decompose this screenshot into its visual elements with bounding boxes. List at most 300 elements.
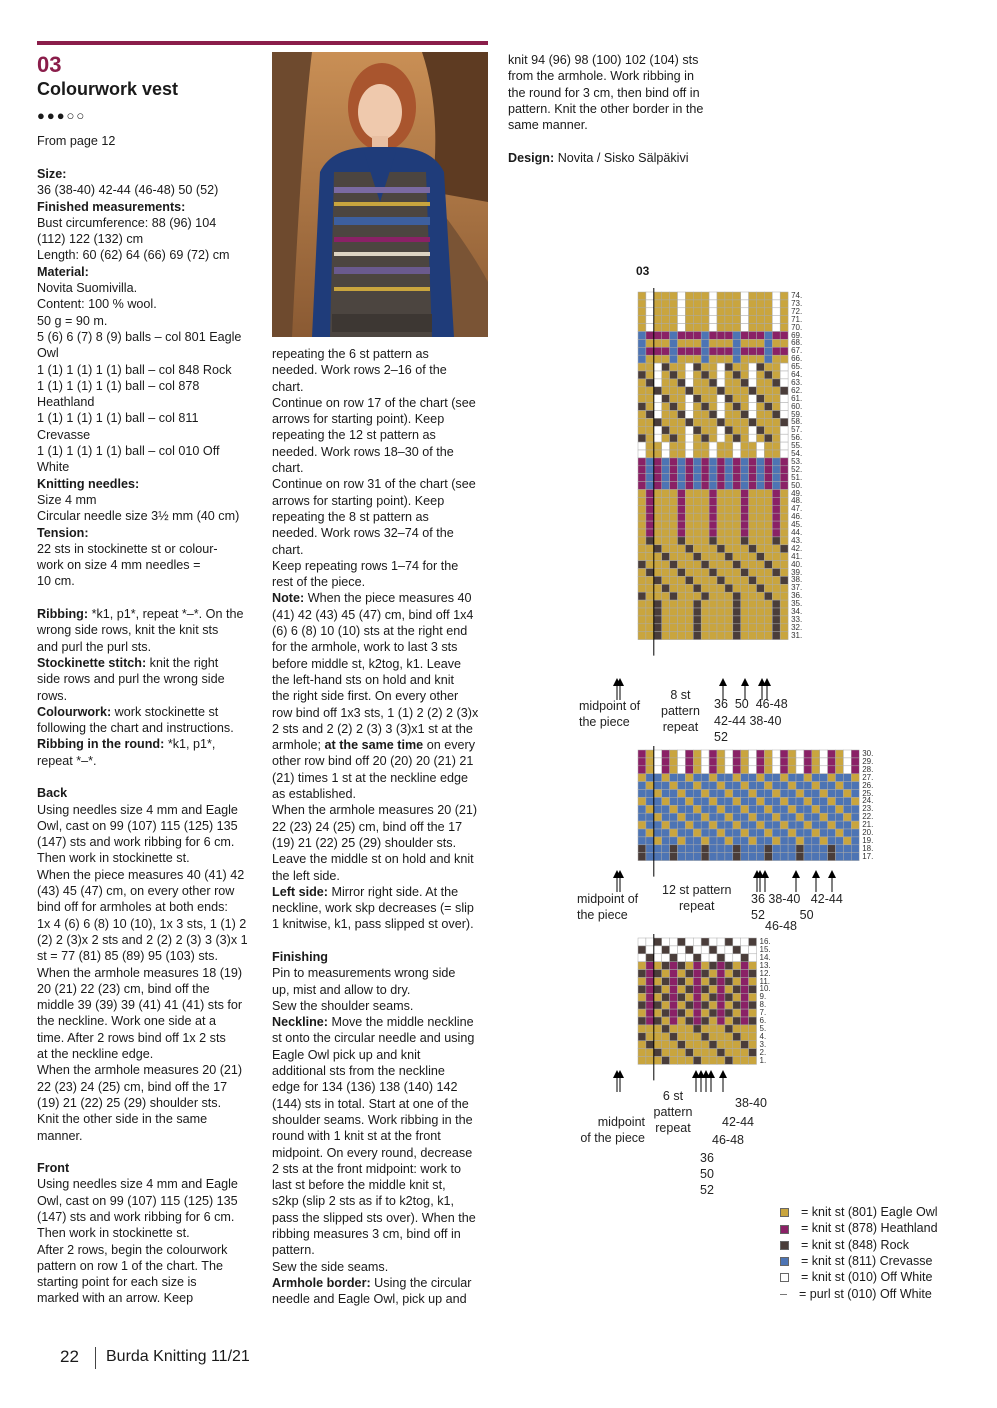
chart-cell	[733, 1025, 741, 1033]
chart-cell	[749, 403, 757, 411]
chart-cell	[725, 774, 733, 782]
text-line: 5 (6) 6 (7) 8 (9) balls – col 801 Eagle	[37, 329, 242, 344]
chart-cell	[646, 363, 654, 371]
chart-cell	[685, 608, 693, 616]
chart-cell	[685, 466, 693, 474]
text-line: chart.	[272, 461, 304, 476]
chart-cell	[662, 339, 670, 347]
chart-cell	[670, 938, 678, 946]
chart-cell	[638, 993, 646, 1001]
chart-cell	[654, 774, 662, 782]
chart-cell	[670, 1057, 678, 1065]
chart-cell	[654, 1009, 662, 1017]
chart-cell	[780, 442, 788, 450]
chart-cell	[646, 938, 654, 946]
chart-cell	[678, 797, 686, 805]
chart-cell	[733, 569, 741, 577]
chart-cell	[701, 1009, 709, 1017]
chart-cell	[725, 600, 733, 608]
chart-cell	[757, 379, 765, 387]
chart-cell	[638, 766, 646, 774]
chart-cell	[685, 569, 693, 577]
chart-cell	[693, 316, 701, 324]
chart-row-number: 38.	[791, 575, 803, 585]
chart-cell	[717, 608, 725, 616]
chart-cell	[638, 474, 646, 482]
chart-cell	[646, 853, 654, 861]
chart-cell	[741, 790, 749, 798]
chart-cell	[780, 363, 788, 371]
chart-cell	[733, 442, 741, 450]
chart-cell	[757, 371, 765, 379]
chart-cell	[749, 1041, 757, 1049]
chart-cell	[670, 513, 678, 521]
chart-cell	[717, 853, 725, 861]
chart-cell	[678, 363, 686, 371]
chart-cell	[701, 434, 709, 442]
chart-cell	[741, 750, 749, 758]
chart-cell	[717, 954, 725, 962]
chart-cell	[733, 379, 741, 387]
chart-cell	[709, 1057, 717, 1065]
chart-cell	[693, 962, 701, 970]
chart-cell	[725, 403, 733, 411]
chart-cell	[733, 1049, 741, 1057]
chart-cell	[654, 962, 662, 970]
chart-cell	[638, 624, 646, 632]
text-line: Size 4 mm	[37, 492, 97, 507]
chart-cell	[701, 513, 709, 521]
chart-cell	[764, 426, 772, 434]
text-line	[37, 590, 262, 606]
chart-cell	[693, 537, 701, 545]
chart-cell	[780, 608, 788, 616]
chart-cell	[725, 324, 733, 332]
chart-cell	[662, 490, 670, 498]
chart-cell	[670, 403, 678, 411]
chart-cell	[749, 434, 757, 442]
chart-cell	[701, 395, 709, 403]
chart-cell	[654, 1017, 662, 1025]
chart-cell	[764, 371, 772, 379]
text-line: 50 g = 90 m.	[37, 313, 108, 328]
chart-cell	[638, 954, 646, 962]
chart-cell	[685, 324, 693, 332]
chart-cell	[709, 993, 717, 1001]
chart-cell	[741, 805, 749, 813]
chart-cell	[796, 782, 804, 790]
chart-cell	[780, 600, 788, 608]
text-line: (21) times 1 st at the neckline edge	[272, 770, 469, 785]
chart-cell	[685, 418, 693, 426]
chart-row-number: 61.	[791, 393, 803, 403]
chart-cell	[749, 845, 757, 853]
chart-cell	[780, 411, 788, 419]
chart-cell	[701, 379, 709, 387]
chart-cell	[725, 537, 733, 545]
chart-cell	[772, 782, 780, 790]
text-line: Circular needle size 3½ mm (40 cm)	[37, 509, 240, 524]
chart-cell	[764, 521, 772, 529]
chart-cell	[662, 513, 670, 521]
chart-cell	[843, 766, 851, 774]
chart-cell	[685, 411, 693, 419]
chart-cell	[780, 813, 788, 821]
text-column-1	[37, 166, 262, 1307]
chart-cell	[638, 1057, 646, 1065]
chart-cell	[780, 371, 788, 379]
chart-cell	[701, 411, 709, 419]
chart-cell	[709, 813, 717, 821]
text-line: Sew the shoulder seams.	[272, 998, 414, 1013]
chart-cell	[701, 584, 709, 592]
chart-cell	[804, 774, 812, 782]
chart-cell	[717, 758, 725, 766]
chart-cell	[646, 1025, 654, 1033]
chart-cell	[836, 813, 844, 821]
chart-cell	[693, 1017, 701, 1025]
chart-cell	[654, 569, 662, 577]
text-line: bind off for armholes at both ends:	[37, 900, 228, 915]
chart-cell	[820, 805, 828, 813]
chart-row-number: 37.	[791, 583, 803, 593]
text-line: following the chart and instructions.	[37, 721, 234, 736]
chart-cell	[725, 529, 733, 537]
chart-cell	[780, 766, 788, 774]
chart-cell	[654, 1033, 662, 1041]
chart-cell	[662, 985, 670, 993]
chart-cell	[638, 774, 646, 782]
bot-sizes-d: 36 50 52	[700, 1151, 714, 1197]
chart-cell	[804, 845, 812, 853]
chart-cell	[757, 774, 765, 782]
chart-cell	[670, 790, 678, 798]
chart-cell	[670, 418, 678, 426]
chart-cell	[670, 292, 678, 300]
chart-cell	[843, 805, 851, 813]
chart-cell	[725, 805, 733, 813]
chart-cell	[678, 985, 686, 993]
chart-cell	[780, 316, 788, 324]
chart-cell	[662, 790, 670, 798]
chart-cell	[741, 482, 749, 490]
chart-cell	[685, 355, 693, 363]
chart-cell	[820, 829, 828, 837]
text-line: (6) 6 (8) 10 (10) sts at the right end	[272, 624, 468, 639]
chart-cell	[638, 1049, 646, 1057]
chart-cell	[693, 355, 701, 363]
text-line: Neckline: Move the middle neckline	[272, 1015, 474, 1030]
chart-cell	[764, 442, 772, 450]
chart-cell	[654, 821, 662, 829]
chart-cell	[638, 797, 646, 805]
chart-cell	[709, 624, 717, 632]
chart-row-number: 42.	[791, 543, 803, 553]
chart-cell	[820, 774, 828, 782]
chart-cell	[717, 584, 725, 592]
chart-cell	[678, 497, 686, 505]
chart-cell	[670, 1033, 678, 1041]
chart-cell	[780, 821, 788, 829]
chart-cell	[638, 600, 646, 608]
chart-cell	[701, 490, 709, 498]
text-line: After 2 rows, begin the colourwork	[37, 1242, 228, 1257]
chart-cell	[701, 1017, 709, 1025]
chart-cell	[662, 450, 670, 458]
chart-cell	[772, 766, 780, 774]
text-line: 20 (21) 22 (23) cm, bind off the	[37, 981, 210, 996]
chart-cell	[670, 805, 678, 813]
chart-cell	[685, 978, 693, 986]
chart-cell	[780, 434, 788, 442]
chart-cell	[764, 829, 772, 837]
chart-cell	[638, 347, 646, 355]
chart-cell	[709, 829, 717, 837]
chart-cell	[693, 545, 701, 553]
chart-cell	[678, 537, 686, 545]
chart-cell	[701, 978, 709, 986]
chart-cell	[812, 774, 820, 782]
chart-cell	[733, 347, 741, 355]
chart-cell	[693, 505, 701, 513]
chart-cell	[670, 505, 678, 513]
chart-cell	[717, 616, 725, 624]
chart-cell	[757, 387, 765, 395]
chart-cell	[725, 970, 733, 978]
chart-cell	[780, 750, 788, 758]
chart-cell	[678, 482, 686, 490]
chart-cell	[741, 418, 749, 426]
chart-cell	[851, 782, 859, 790]
chart-cell	[757, 466, 765, 474]
chart-cell	[733, 450, 741, 458]
chart-cell	[749, 592, 757, 600]
chart-cell	[693, 395, 701, 403]
chart-cell	[757, 458, 765, 466]
chart-cell	[693, 624, 701, 632]
chart-cell	[654, 608, 662, 616]
chart-cell	[709, 553, 717, 561]
chart-cell	[693, 332, 701, 340]
chart-cell	[701, 300, 709, 308]
chart-cell	[749, 584, 757, 592]
chart-cell	[654, 758, 662, 766]
chart-cell	[701, 790, 709, 798]
chart-cell	[757, 450, 765, 458]
chart-cell	[741, 1033, 749, 1041]
chart-cell	[764, 411, 772, 419]
chart-row-number: 65.	[791, 362, 803, 372]
legend-item	[780, 1220, 938, 1236]
chart-cell	[733, 1041, 741, 1049]
chart-cell	[772, 371, 780, 379]
chart-row-number: 53.	[791, 456, 803, 466]
chart-cell	[670, 300, 678, 308]
chart-cell	[749, 616, 757, 624]
chart-cell	[654, 970, 662, 978]
chart-cell	[725, 584, 733, 592]
chart-cell	[828, 774, 836, 782]
chart-cell	[764, 537, 772, 545]
chart-cell	[693, 758, 701, 766]
chart-cell	[733, 513, 741, 521]
chart-cell	[749, 766, 757, 774]
chart-cell	[670, 434, 678, 442]
chart-cell	[638, 553, 646, 561]
chart-cell	[733, 624, 741, 632]
chart-cell	[646, 505, 654, 513]
chart-cell	[709, 750, 717, 758]
chart-cell	[709, 300, 717, 308]
chart-cell	[749, 970, 757, 978]
chart-cell	[709, 371, 717, 379]
chart-cell	[709, 782, 717, 790]
chart-cell	[638, 324, 646, 332]
chart-cell	[717, 458, 725, 466]
chart-cell	[709, 954, 717, 962]
chart-cell	[693, 805, 701, 813]
chart-cell	[733, 829, 741, 837]
chart-cell	[662, 482, 670, 490]
text-line: 22 sts in stockinette st or colour-	[37, 541, 218, 556]
chart-cell	[638, 411, 646, 419]
chart-cell	[733, 766, 741, 774]
text-line: for the armhole, work to last 3 sts	[272, 640, 458, 655]
chart-cell	[701, 505, 709, 513]
chart-cell	[717, 339, 725, 347]
chart-cell	[693, 442, 701, 450]
chart-row-number: 5.	[759, 1023, 767, 1033]
text-line: rest of the piece.	[272, 575, 366, 590]
chart-cell	[646, 1033, 654, 1041]
chart-cell	[733, 505, 741, 513]
chart-cell	[717, 537, 725, 545]
chart-cell	[733, 758, 741, 766]
chart-cell	[662, 774, 670, 782]
mid-midpoint-label: midpoint of the piece	[577, 892, 639, 922]
chart-cell	[717, 300, 725, 308]
chart-cell	[662, 379, 670, 387]
text-line: Content: 100 % wool.	[37, 297, 157, 312]
chart-cell	[670, 347, 678, 355]
chart-cell	[638, 529, 646, 537]
chart-cell	[693, 829, 701, 837]
text-line: 22 (23) 24 (25) cm, bind off the 17	[37, 1079, 228, 1094]
chart-cell	[693, 490, 701, 498]
chart-cell	[733, 797, 741, 805]
chart-cell	[701, 308, 709, 316]
chart-cell	[693, 766, 701, 774]
chart-cell	[709, 418, 717, 426]
chart-cell	[662, 355, 670, 363]
chart-cell	[772, 790, 780, 798]
chart-cell	[717, 576, 725, 584]
text-line	[508, 133, 738, 149]
legend-swatch-icon	[780, 1241, 789, 1250]
chart-cell	[788, 805, 796, 813]
chart-cell	[678, 584, 686, 592]
chart-cell	[693, 845, 701, 853]
chart-row-number: 3.	[759, 1039, 767, 1049]
chart-cell	[851, 805, 859, 813]
chart-cell	[796, 758, 804, 766]
chart-cell	[820, 766, 828, 774]
chart-cell	[646, 545, 654, 553]
chart-row-number: 25.	[862, 788, 874, 798]
chart-cell	[725, 450, 733, 458]
chart-cell	[843, 829, 851, 837]
text-line: at the neckline edge.	[37, 1047, 154, 1062]
chart-cell	[638, 339, 646, 347]
text-line: repeating the 6 st pattern as	[272, 347, 429, 361]
chart-cell	[741, 813, 749, 821]
chart-cell	[678, 434, 686, 442]
chart-cell	[733, 576, 741, 584]
chart-cell	[685, 387, 693, 395]
chart-cell	[678, 324, 686, 332]
chart-cell	[638, 434, 646, 442]
chart-cell	[693, 466, 701, 474]
chart-cell	[662, 592, 670, 600]
chart-cell	[709, 1041, 717, 1049]
chart-row-number: 46.	[791, 512, 803, 522]
chart-cell	[646, 616, 654, 624]
chart-row-number: 52.	[791, 464, 803, 474]
text-line: and purl the purl sts.	[37, 639, 152, 654]
chart-cell	[741, 758, 749, 766]
chart-cell	[717, 545, 725, 553]
chart-cell	[828, 766, 836, 774]
chart-cell	[764, 821, 772, 829]
chart-cell	[662, 442, 670, 450]
chart-cell	[780, 592, 788, 600]
chart-cell	[828, 790, 836, 798]
chart-cell	[670, 782, 678, 790]
chart-cell	[678, 355, 686, 363]
chart-cell	[772, 624, 780, 632]
chart-cell	[717, 482, 725, 490]
chart-cell	[685, 529, 693, 537]
chart-cell	[757, 616, 765, 624]
chart-cell	[709, 845, 717, 853]
chart-cell	[670, 355, 678, 363]
chart-cell	[749, 797, 757, 805]
chart-cell	[646, 1009, 654, 1017]
chart-row-number: 29.	[862, 756, 874, 766]
chart-cell	[741, 553, 749, 561]
chart-cell	[693, 387, 701, 395]
chart-cell	[662, 938, 670, 946]
chart-cell	[701, 569, 709, 577]
chart-cell	[741, 608, 749, 616]
chart-cell	[717, 347, 725, 355]
chart-cell	[772, 608, 780, 616]
chart-cell	[678, 600, 686, 608]
chart-cell	[701, 837, 709, 845]
text-line: 2 sts and 2 (2) 2 (3) 3 (3)x1 st at the	[272, 721, 473, 736]
chart-cell	[812, 766, 820, 774]
chart-row-number: 69.	[791, 330, 803, 340]
chart-cell	[701, 845, 709, 853]
chart-cell	[693, 300, 701, 308]
chart-row-number: 54.	[791, 449, 803, 458]
chart-cell	[678, 308, 686, 316]
chart-cell	[772, 521, 780, 529]
chart-cell	[772, 332, 780, 340]
chart-cell	[638, 1017, 646, 1025]
chart-cell	[717, 529, 725, 537]
chart-cell	[670, 1025, 678, 1033]
